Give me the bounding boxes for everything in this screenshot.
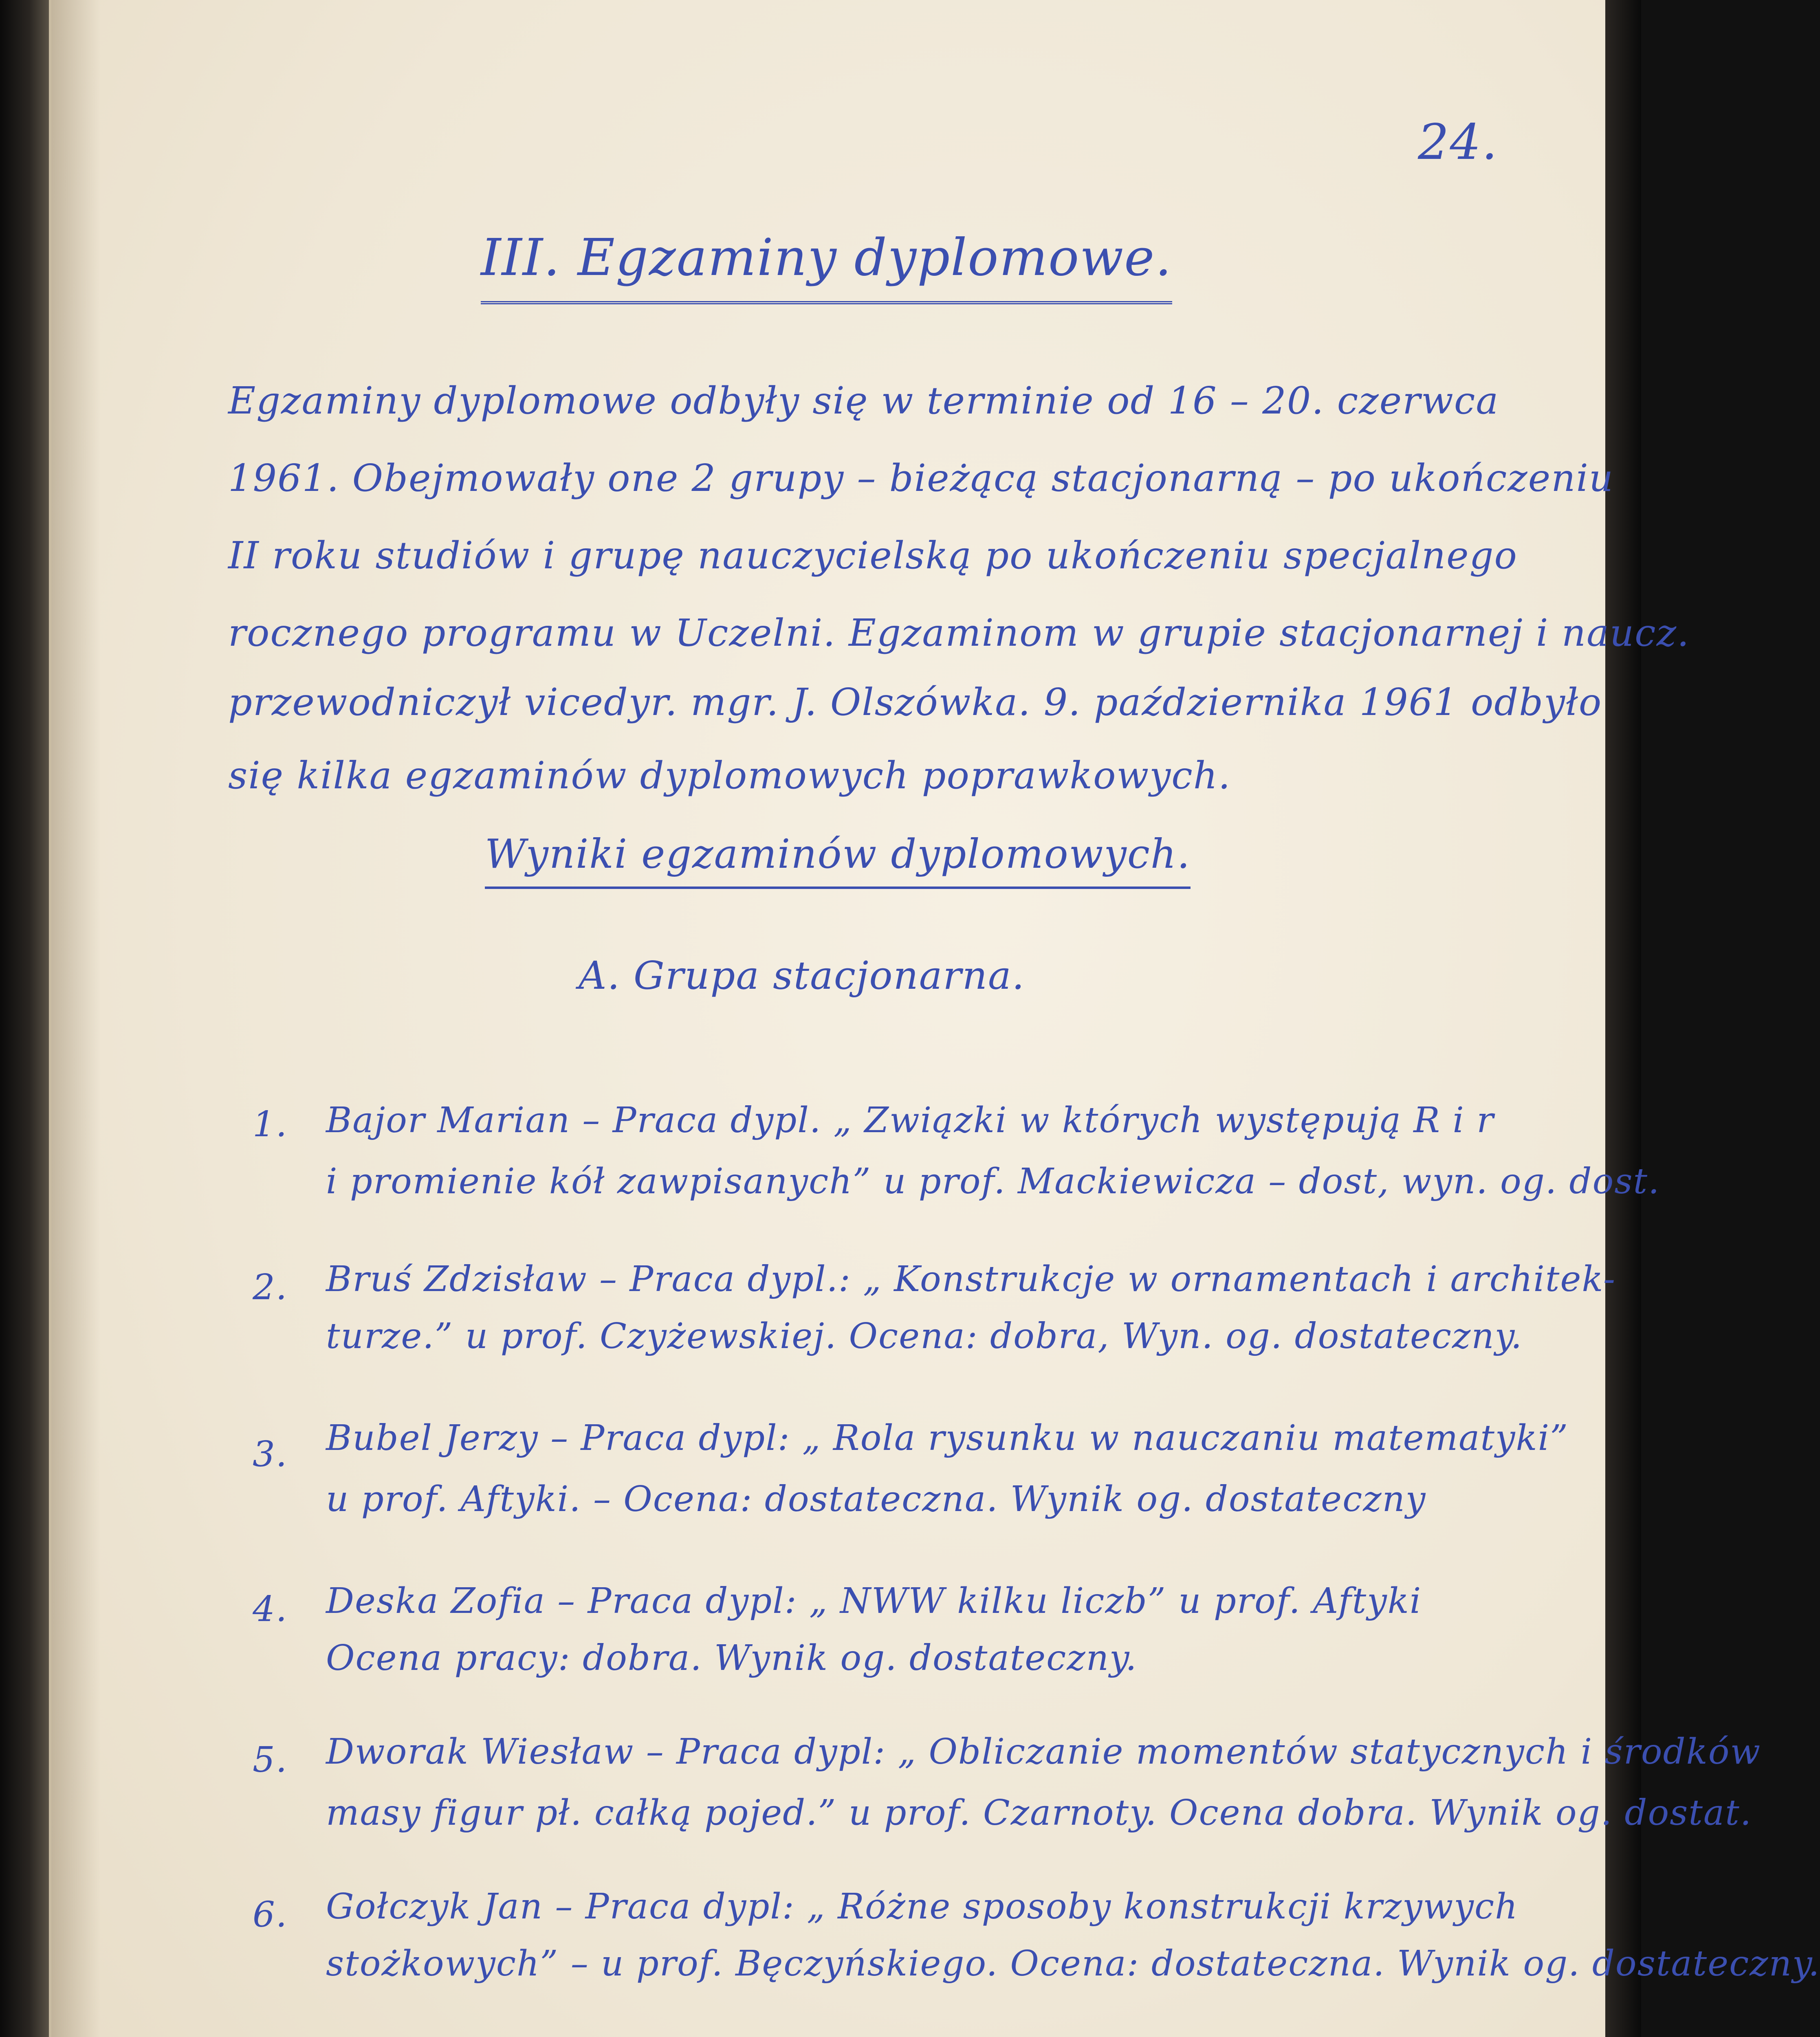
entry-number: 4.: [253, 1589, 288, 1630]
paragraph-line: Egzaminy dyplomowe odbyły się w terminie od 16 – 20. czerwca: [228, 379, 1499, 422]
book-binding: [0, 0, 49, 2037]
gutter-shadow: [51, 0, 100, 2037]
paragraph-line: przewodniczył vicedyr. mgr. J. Olszówka. 9. października 1961 odbyło: [228, 680, 1602, 724]
entry-line: i promienie kół zawpisanych” u prof. Mackiewicza – dost, wyn. og. dost.: [326, 1161, 1660, 1202]
entry-number: 3.: [253, 1434, 288, 1475]
entry-line: Deska Zofia – Praca dypl: „ NWW kilku liczb” u prof. Aftyki: [326, 1581, 1422, 1621]
paragraph-line: 1961. Obejmowały one 2 grupy – bieżącą stacjonarną – po ukończeniu: [228, 456, 1614, 500]
entry-line: Ocena pracy: dobra. Wynik og. dostateczny.: [326, 1638, 1138, 1678]
entry-line: stożkowych” – u prof. Bęczyńskiego. Ocena: dostateczna. Wynik og. dostateczny.: [326, 1943, 1820, 1984]
paragraph-line: II roku studiów i grupę nauczycielską po ukończeniu specjalnego: [228, 534, 1518, 577]
entry-line: Bajor Marian – Praca dypl. „ Związki w których występują R i r: [326, 1100, 1494, 1141]
entry-line: Dworak Wiesław – Praca dypl: „ Obliczanie momentów statycznych i środków: [326, 1731, 1761, 1772]
results-heading: Wyniki egzaminów dyplomowych.: [485, 831, 1191, 889]
entry-number: 6.: [253, 1894, 288, 1935]
page-title: III. Egzaminy dyplomowe.: [481, 228, 1172, 304]
entry-number: 1.: [253, 1104, 288, 1145]
paragraph-line: rocznego programu w Uczelni. Egzaminom w grupie stacjonarnej i naucz.: [228, 611, 1690, 655]
page-number: 24.: [1418, 114, 1498, 171]
entry-line: Bruś Zdzisław – Praca dypl.: „ Konstrukcje w ornamentach i architek-: [326, 1259, 1616, 1300]
entry-line: Bubel Jerzy – Praca dypl: „ Rola rysunku w nauczaniu matematyki”: [326, 1418, 1569, 1458]
entry-number: 2.: [253, 1267, 288, 1308]
entry-line: u prof. Aftyki. – Ocena: dostateczna. Wynik og. dostateczny: [326, 1479, 1426, 1520]
entry-line: masy figur pł. całką pojed.” u prof. Czarnoty. Ocena dobra. Wynik og. dostat.: [326, 1793, 1752, 1833]
entry-line: turze.” u prof. Czyżewskiej. Ocena: dobra, Wyn. og. dostateczny.: [326, 1316, 1523, 1357]
entry-number: 5.: [253, 1740, 288, 1780]
group-label: A. Grupa stacjonarna.: [579, 953, 1025, 998]
entry-line: Gołczyk Jan – Praca dypl: „ Różne sposoby konstrukcji krzywych: [326, 1886, 1519, 1927]
paragraph-line: się kilka egzaminów dyplomowych poprawkowych.: [228, 754, 1231, 797]
